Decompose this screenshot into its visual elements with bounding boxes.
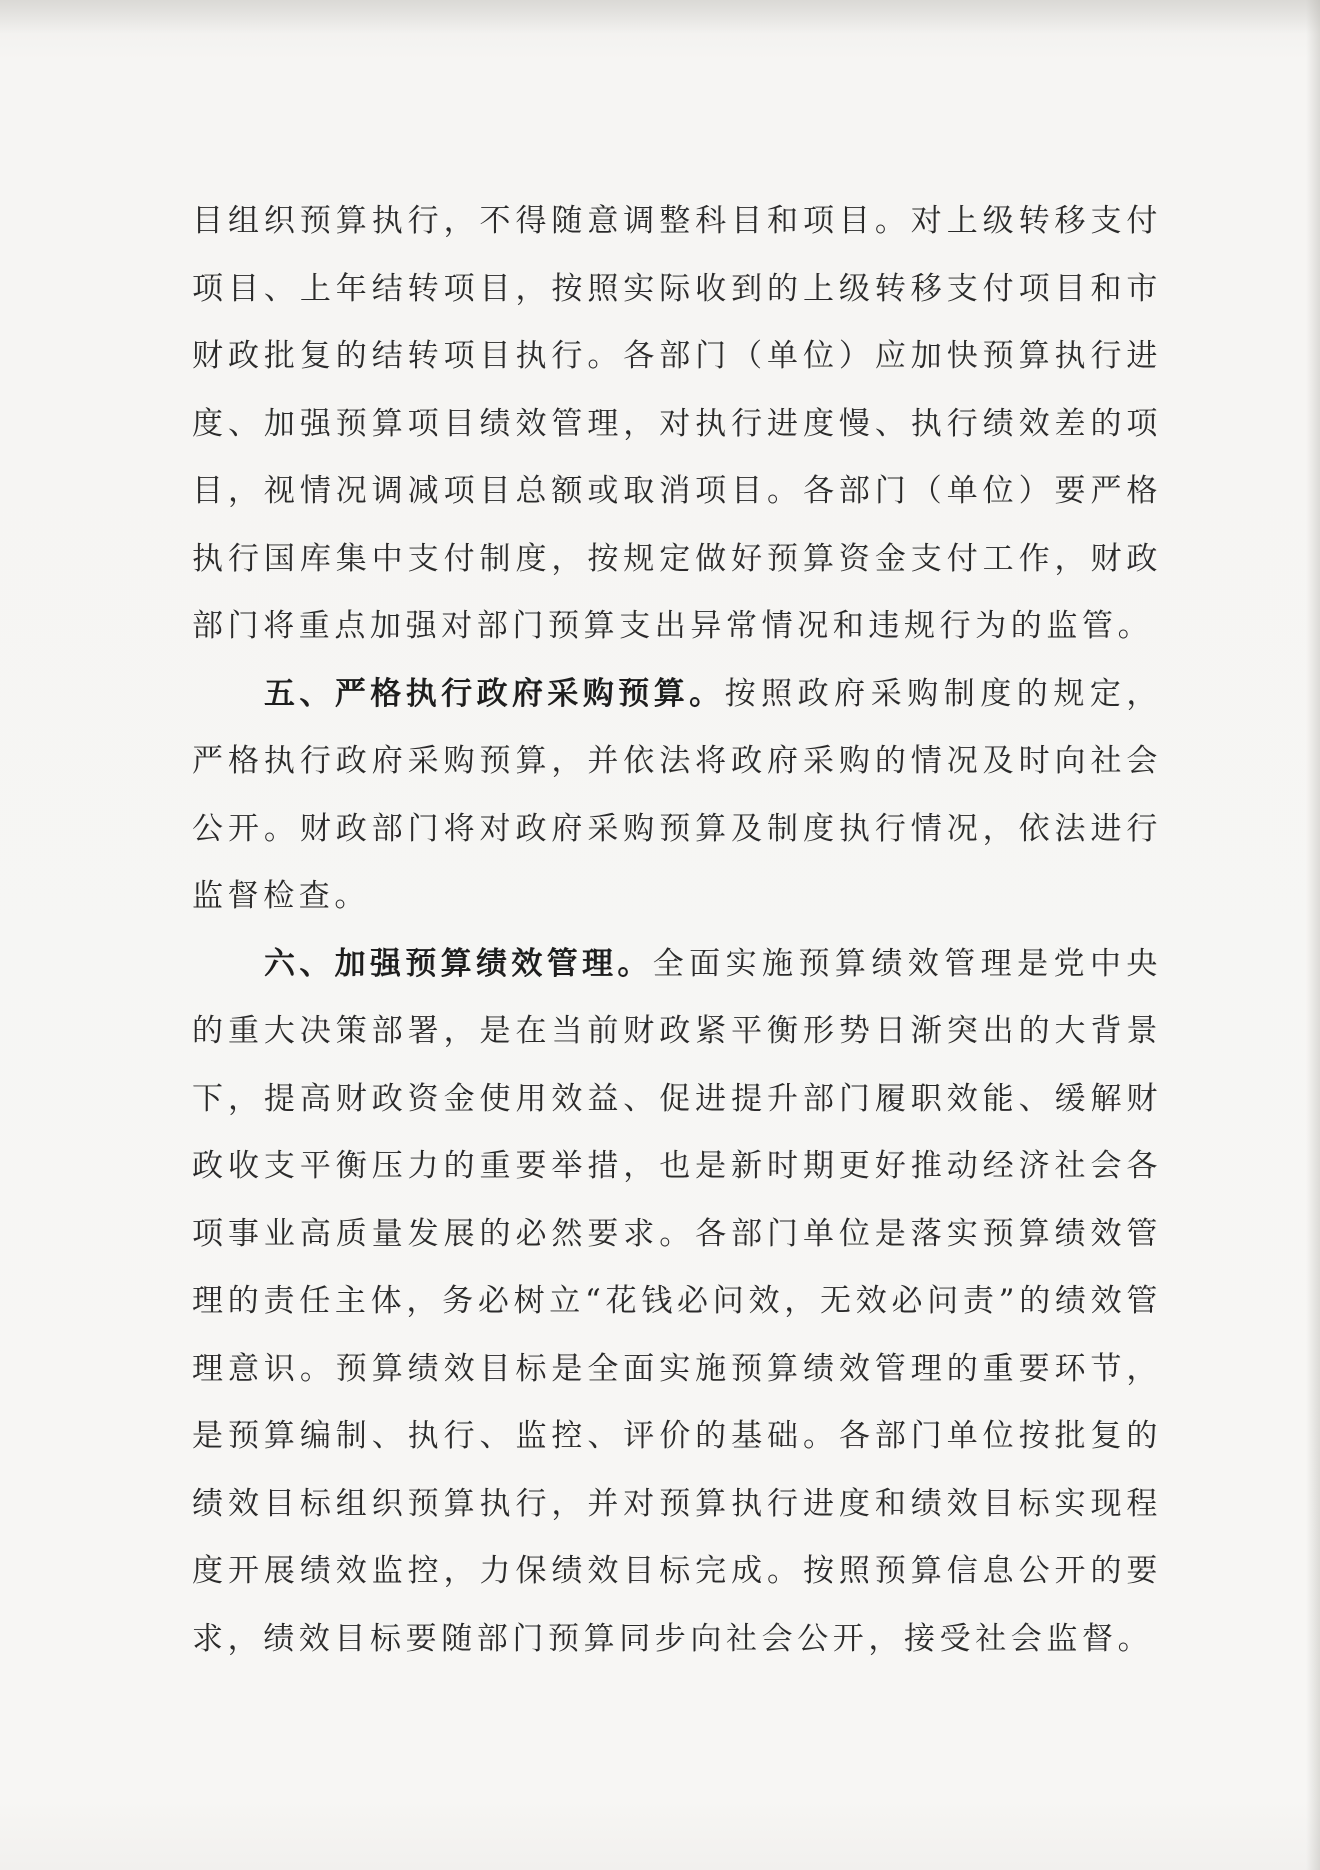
scan-shadow-right <box>1306 0 1320 1870</box>
section-heading-five: 五、严格执行政府采购预算。 <box>264 675 725 712</box>
paragraph-text: 目组织预算执行，不得随意调整科目和项目。对上级转移支付项目、上年结转项目，按照实际收到的上级转移支付项目和市财政批复的结转项目执行。各部门（单位）应加快预算执行进度、加强预算项目绩效管理，对执行进度慢、执行绩效差的项目，视情况调减项目总额或取消项目。各部门（单位）要严格执行国库集中支付制度，按规定做好预算资金支付工作，财政部门将重点加强对部门预算支出异常情况和违规行为的监管。 <box>192 203 1162 644</box>
paragraph-government-procurement <box>192 661 1162 931</box>
section-heading-six: 六、加强预算绩效管理。 <box>264 945 653 982</box>
paragraph-text: 按照政府采购制度的规定，严格执行政府采购预算，并依法将政府采购的情况及时向社会公开。财政部门将对政府采购预算及制度执行情况，依法进行监督检查。 <box>192 675 1162 914</box>
scan-shadow-top <box>0 0 1320 34</box>
paragraph-performance-management <box>192 931 1162 1674</box>
paragraph-budget-execution <box>192 188 1162 661</box>
paragraph-text: 全面实施预算绩效管理是党中央的重大决策部署，是在当前财政紧平衡形势日渐突出的大背景下，提高财政资金使用效益、促进提升部门履职效能、缓解财政收支平衡压力的重要举措，也是新时期更好推动经济社会各项事业高质量发展的必然要求。各部门单位是落实预算绩效管理的责任主体，务必树立“花钱必问效，无效必问责”的绩效管理意识。预算绩效目标是全面实施预算绩效管理的重要环节，是预算编制、执行、监控、评价的基础。各部门单位按批复的绩效目标组织预算执行，并对预算执行进度和绩效目标实现程度开展绩效监控，力保绩效目标完成。按照预算信息公开的要求，绩效目标要随部门预算同步向社会公开，接受社会监督。 <box>192 945 1163 1657</box>
document-body <box>192 188 1162 1673</box>
